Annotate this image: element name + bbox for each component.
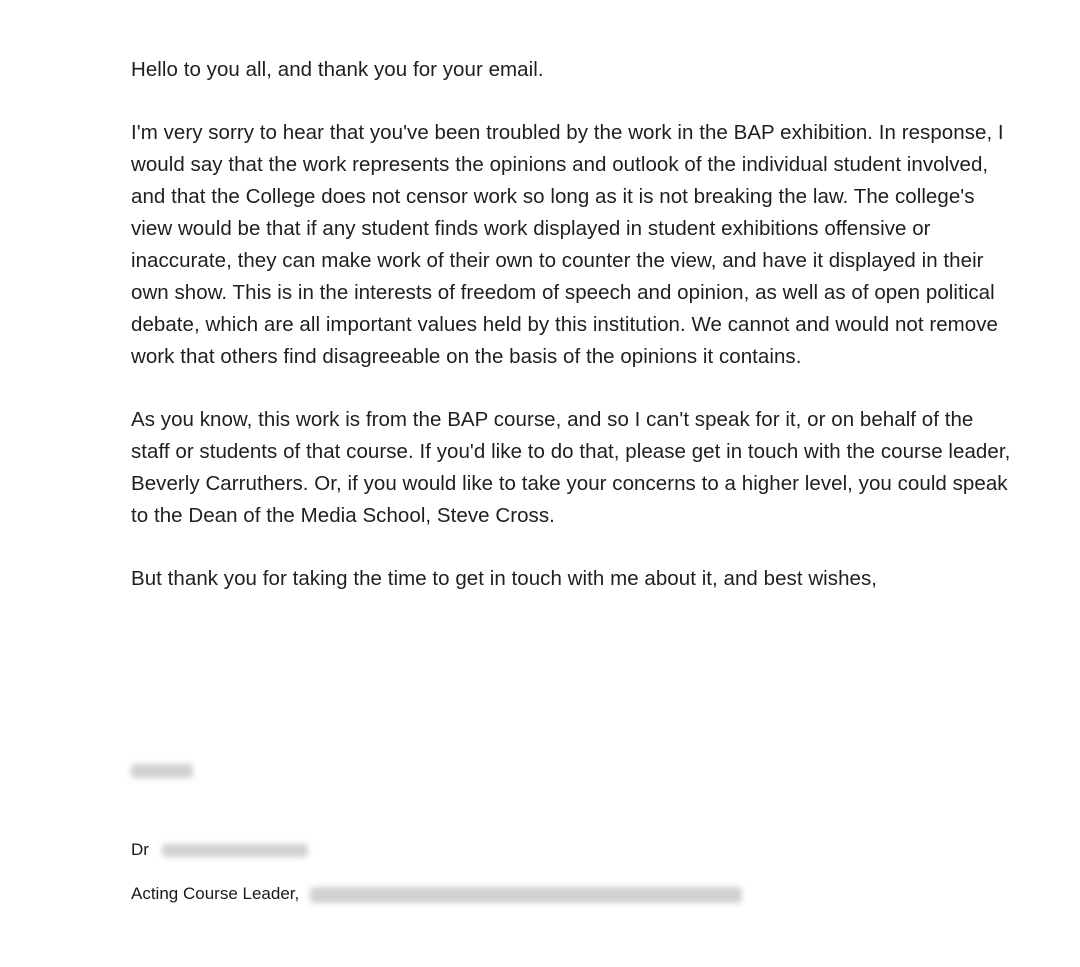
greeting-paragraph: Hello to you all, and thank you for your email. — [131, 58, 544, 81]
signature-role-label: Acting Course Leader, — [131, 884, 300, 903]
signature-first-name-redacted — [131, 762, 193, 780]
response-paragraph: I'm very sorry to hear that you've been troubled by the work in the BAP exhibition. In response, I would say that the work represents the opinions and outlook of the individual student involved, and that the College does not censor work so long as it is not breaking the law. The college's view would be that if any student finds work displayed in student exhibitions offensive or inaccurate, they can make work of their own to counter the view, and have it displayed in their own show. This is in the interests of freedom of speech and opinion, as well as of open political debate, which are all important values held by this institution. We cannot and would not remove work that others find disagreeable on the basis of the opinions it contains. — [131, 121, 1004, 368]
signature-title: Dr — [131, 840, 149, 859]
redaction-blur — [162, 844, 308, 857]
signature-full-name — [131, 840, 308, 860]
redaction-blur — [131, 764, 193, 778]
redaction-blur — [310, 887, 742, 903]
email-body — [131, 54, 1011, 626]
signature-role — [131, 884, 742, 904]
closing-paragraph: But thank you for taking the time to get in touch with me about it, and best wishes, — [131, 567, 878, 590]
referral-paragraph: As you know, this work is from the BAP course, and so I can't speak for it, or on behalf of the staff or students of that course. If you'd like to do that, please get in touch with the course leader, Beverly Carruthers. Or, if you would like to take your concerns to a higher level, you could speak to the Dean of the Media School, Steve Cross. — [131, 408, 1011, 527]
